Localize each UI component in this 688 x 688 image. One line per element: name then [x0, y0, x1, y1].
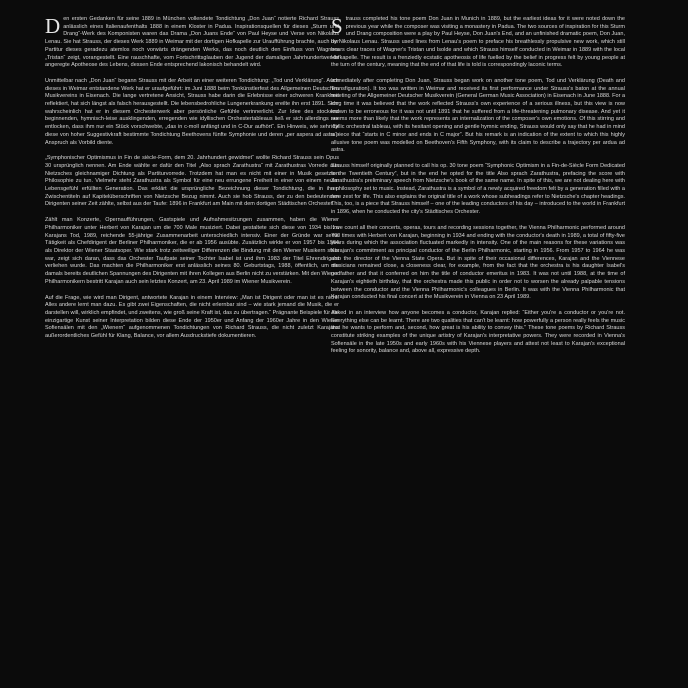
paragraph-tod-und-verklaerung-de: Unmittelbar nach „Don Juan“ begann Strauss mit der Arbeit an einer weiteren Tondichtung: „Tod und Verklärung“. Auch dieses in Weimar entstandene Werk hat er uraufgeführt: im Juni 1888 beim Tonkünstlerfest des Allgemeinen Deutschen Musikvereins in Eisenach. Die lange vertretene Ansicht, Strauss habe darin die Erlebnisse einer schweren Krankheit reflektiert, hat sich längst als falsch herausgestellt. Die lebensbedrohliche Lungenerkrankung ereilte ihn erst 1891. Sehr wahrscheinlich hat er in diesem Orchesterwerk aber persönliche Gefühle verinnerlicht. Zur Idee des stockend beginnenden, hymnisch-leise ausklingenden, erregenden wie idyllischen Orchestertableaus ließ er sich allerdings nur entlocken, dass ihm nur ein Stück vorschwebte, „das in c-moll anfängt und in C-Dur aufhört“. Ein Hinweis, wie sehr für diese von hoher Suggestivkraft bestimmte Tondichtung Beethovens fünfte Symphonie und deren „per aspera ad astra“-Anspruch als Vorbild diente.	[45, 77, 339, 146]
english-text-column	[331, 16, 625, 364]
dropcap: S	[331, 14, 343, 38]
paragraph-karajan-vienna-de: Zählt man Konzerte, Opernaufführungen, Gastspiele und Aufnahmesitzungen zusammen, haben die Wiener Philharmoniker unter Herbert von Karajan um die 700 Male musiziert. Dabei gestaltete sich diese von 1934 bis zu Karajans Tod, 1989, reichende 55-jährige Zusammenarbeit unterschiedlich intensiv. Einer der Gründe war seine Tätigkeit als Chefdirigent der Berliner Philharmoniker, die er ab 1956 ausübte. Zusätzlich wirkte er von 1957 bis 1964 als Direktor der Wiener Staatsoper. Wie stark trotz zeitweiliger Differenzen die Bindung mit den Wiener Musikern stets war, zeigt sich daran, dass das Orchester Taufpate seiner Tochter Isabel ist und ihm 1983 der Titel Ehrendirigent verliehen wurde. Das machten die Philharmoniker erst anlässlich seines 80. Geburtstags, 1988, öffentlich, um die damals bereits deutlichen Spannungen des Dirigenten mit ihren Kollegen aus Berlin nicht zu verstärken. Mit den Wiener Philharmonikern bestritt Karajan auch sein letztes Konzert, am 23. April 1989 im Wiener Musikverein.	[45, 217, 339, 285]
paragraph-zarathustra-de: „Symphonischer Optimismus in Fin de siècle-Form, dem 20. Jahrhundert gewidmet“ wollte Richard Strauss sein Opus 30 ursprünglich nennen. Am Ende wählte er dafür den Titel „Also sprach Zarathustra“ mit Zarathustras Vorrede aus Nietzsches gleichnamiger Dichtung als Partiturvorrede. Trotzdem hat man es nicht mit einer in Musik gesetzten Philosophie zu tun. Vielmehr steht Zarathustra als Symbol für eine neu errungene Freiheit in einer von einem neuen Lebensgefühl erfüllten Generation. Das erklärt die ursprüngliche Bezeichnung dieser Tondichtung, die in ihren Zwischentiteln auf Kapitelüberschriften von Nietzsche Bezug nimmt. Auch sie hob Strauss, der zu den bedeutenden Dirigenten seiner Zeit zählte, selbst aus der Taufe: 1896 in Frankfurt am Main mit dem dortigen Städtischen Orchester.	[45, 155, 339, 208]
paragraph-text: en ersten Gedanken für seine 1889 in München vollendete Tondichtung „Don Juan“ notierte Richard Strauss anlässlich eines Italienaufenthalts 1888 in einem Kloster in Padua. Inspirationsquellen für dieses „Sturm und Drang“-Werk des Komponisten waren das Drama „Don Juans Ende“ von Paul Heyse und Verse von Nikolaus Lenau. Sie hat Strauss, der dieses Werk 1889 in Weimar mit der dortigen Hofkapelle zur Uraufführung brachte, auch der Partitur dieses geradezu atemlos noch vorwärts drängenden Werks, das noch deutlich den Einfluss von Wagners „Tristan“ zeigt, vorangestellt. Eine rauschhafte, vom Fortschrittsglauben der Jugend der damaligen Jahrhundertwende angeregte Apotheose des Lebens, dessen Ende entsprechend lakonisch behandelt wird.	[45, 16, 339, 69]
paragraph-zarathustra-en: Strauss himself originally planned to call his op. 30 tone poem “Symphonic Optimism in a Fin-de-Siècle Form Dedicated to the Twentieth Century”, but in the end he opted for the title Also sprach Zarathustra, prefacing the score with Zarathustra's preliminary speech from Nietzsche's book of the same name. In spite of this, we are not dealing here with a philosophy set to music. Instead, Zarathustra is a symbol of a newly acquired freedom felt by a generation filled with a new zest for life. This also explains the original title of a work whose subheadings refer to Nietzsche's chapter headings. This, too, is a piece that Strauss himself – one of the leading conductors of his day – introduced to the world in Frankfurt in 1896, when he conducted the city's Städtisches Orchester.	[331, 162, 625, 216]
paragraph-karajan-vienna-en: If we count all their concerts, operas, tours and recording sessions together, the Vienna Philharmonic performed around 700 times with Herbert von Karajan, beginning in 1934 and ending with the conductor's death in 1989, a total of fifty-five years during which the association fluctuated markedly in intensity. One of the main reasons for these variations was Karajan's commitment as principal conductor of the Berlin Philharmonic, starting in 1956. From 1957 to 1964 he was also the director of the Vienna State Opera. But in spite of their occasional differences, Karajan and the Viennese musicians remained close, a closeness clear, for example, from the fact that the orchestra is his daughter Isabel's godfather and that it conferred on him the title of conductor emeritus in 1983. It was not until 1988, at the time of Karajan's eightieth birthday, that the orchestra made this public in order not to worsen the already palpable tensions between the conductor and the Vienna Philharmonic's colleagues in Berlin. It was with the Vienna Philharmonic that Karajan conducted his final concert at the Musikverein in Vienna on 23 April 1989.	[331, 224, 625, 301]
paragraph-don-juan-en	[331, 16, 625, 70]
paragraph-karajan-interview-de: Auf die Frage, wie wird man Dirigent, antwortete Karajan in einem Interview: „Man ist Dirigent oder man ist es nicht. Alles andere lernt man dazu. Es gibt zwei Eigenschaften, die nicht erlernbar sind – wie stark jemand die Musik, die er darstellen will, wirklich empfindet, und zweitens, wie groß seine Kraft ist, das zu übertragen.“ Prägnante Beispiele für die einzigartige Kunst seiner Interpretation bilden diese Ende der 1950er und Anfang der 1960er Jahre in den Wiener Sofiensälen mit den „Wienern“ aufgenommenen Tondichtungen von Richard Strauss, die nicht zuletzt Karajans außerordentliches Gefühl für Klang, Balance, vor allem Ausdruckstiefe dokumentieren.	[45, 294, 339, 340]
paragraph-karajan-interview-en: Asked in an interview how anyone becomes a conductor, Karajan replied: “Either you're a conductor or you're not. Everything else can be learnt. There are two qualities that can't be learnt: how powerfully a person really feels the music that he wants to perform and, second, how great is his ability to convey this.” These tone poems by Richard Strauss constitute striking examples of the unique artistry of Karajan's interpretative powers. They were recorded in Vienna's Sofiensäle in the late 1950s and early 1960s with his Viennese players and attest not least to Karajan's exceptional feeling for sonority, balance and, above all, expressive depth.	[331, 309, 625, 355]
paragraph-text: trauss completed his tone poem Don Juan in Munich in 1889, but the earliest ideas for it were noted down the previous year while the composer was visiting a monastery in Padua. The two sources of inspiration for this Sturm und Drang composition were a play by Paul Heyse, Don Juan's End, and an unfinished dramatic poem, Don Juan, by Nikolaus Lenau. Strauss used lines from Lenau's poem to preface his breathlessly propulsive new work, which still bears clear traces of Wagner's Tristan und Isolde and which Strauss himself conducted in Weimar in 1889 with the local Hofkapelle. The result is a frenziedly ecstatic apotheosis of life fuelled by the belief in progress felt by young people at the turn of the century, meaning that the end of that life is told is correspondingly laconic terms.	[331, 16, 625, 69]
paragraph-don-juan-de	[45, 16, 339, 70]
german-text-column	[45, 16, 339, 349]
paragraph-tod-und-verklaerung-en: Immediately after completing Don Juan, Strauss began work on another tone poem, Tod und Verklärung (Death and Transfiguration). It too was written in Weimar and received its first performance under Strauss's baton at the annual meeting of the Allgemeiner Deutscher Musikverein (General German Music Association) in Eisenach in June 1888. For a long time it was believed that the work reflected Strauss's own experience of a serious illness, but this view is now known to be erroneous for it was not until 1891 that he suffered from a life-threatening pulmonary disease. And yet it seems more than likely that the work represents an internalization of the composer's own emotions. Of this stirring and idyllic orchestral tableau, with its hesitant opening and gentle hymnic ending, Strauss would only say that he had in mind a piece that “starts in C minor and ends in C major”. But his remark is an indication of the extent to which this highly allusive tone poem was modelled on Beethoven's Fifth Symphony, with its claim to describe a trajectory per ardua ad astra.	[331, 77, 626, 154]
dropcap: D	[45, 14, 61, 38]
